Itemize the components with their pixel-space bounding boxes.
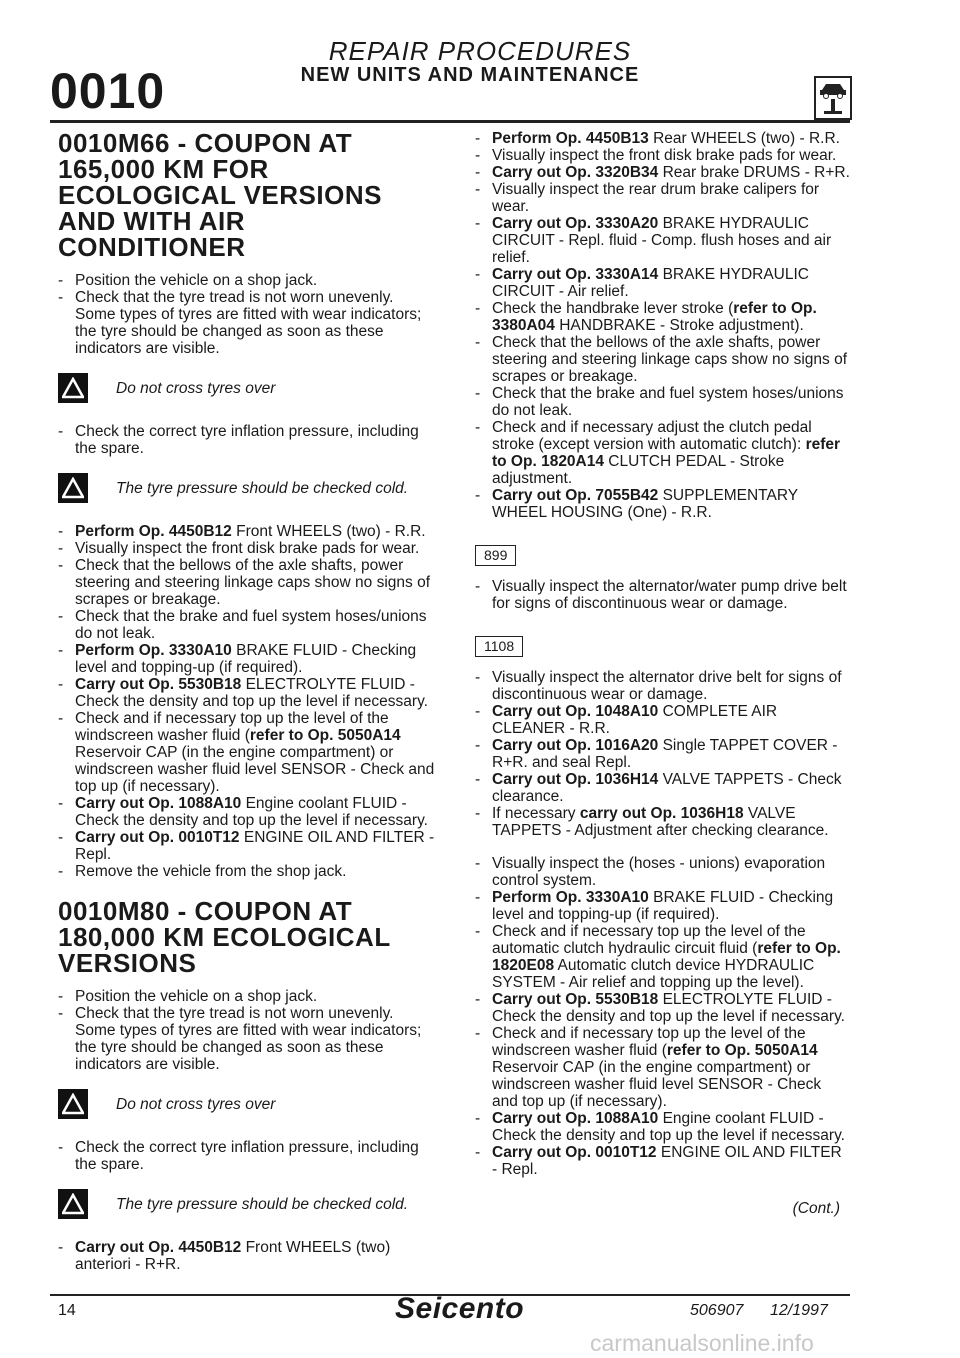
page-number: 14 [58,1302,76,1319]
operation-ref: Carry out Op. 3320B34 [492,164,659,181]
item-text: ENGINE OIL AND FILTER - Repl. [492,1144,842,1178]
list-item [58,423,436,457]
continued-note: (Cont.) [792,1200,840,1217]
item-text: Check and if necessary top up the level of the windscreen washer fluid ( [75,710,389,744]
list-item [58,710,436,795]
brand-logo: Seicento [395,1292,525,1325]
warning-note [58,1089,436,1119]
warning-text: Do not cross tyres over [116,1095,276,1113]
item-text: HANDBRAKE - Stroke adjustment). [554,317,804,334]
operation-ref: Carry out Op. 7055B42 [492,487,659,504]
list-item [475,164,850,181]
operation-ref: Carry out Op. 1088A10 [75,795,242,812]
item-text: Remove the vehicle from the shop jack. [75,863,347,880]
warning-icon [58,373,88,403]
section2-list-b [58,1139,436,1173]
item-text: Check and if necessary top up the level of the automatic clutch hydraulic circuit fluid ( [492,923,806,957]
operation-ref: Perform Op. 4450B13 [492,130,649,147]
list-item [58,1139,436,1173]
item-text: Visually inspect the rear drum brake calipers for wear. [492,181,820,215]
list-item [58,676,436,710]
page-title: REPAIR PROCEDURES [328,36,632,66]
list-item [475,147,850,164]
variant-code-box: 899 [475,545,516,566]
item-text: Front WHEELS (two) anteriori - R+R. [75,1239,391,1273]
item-text: Engine coolant FLUID - Check the density and top up the level if necessary. [75,795,428,829]
list-item [475,215,850,266]
list-item [58,795,436,829]
operation-ref: Perform Op. 4450B12 [75,523,232,540]
operation-ref: Carry out Op. 4450B12 [75,1239,242,1256]
item-text: Check the correct tyre inflation pressure, including the spare. [75,423,419,457]
list-item [58,1005,436,1073]
list-item [475,487,850,521]
section2-list-c [58,1239,436,1273]
item-text: Check that the brake and fuel system hoses/unions do not leak. [75,608,427,642]
list-item [58,557,436,608]
right-list-c [475,669,850,839]
item-text: Rear brake DRUMS - R+R. [658,164,850,181]
list-item [58,289,436,357]
item-text: ELECTROLYTE FLUID - Check the density and top up the level if necessary. [492,991,845,1025]
list-item [475,1144,850,1178]
operation-ref: refer to Op. 3380A04 [492,300,817,334]
list-item [475,855,850,889]
operation-ref: refer to Op. 1820A14 [492,436,841,470]
right-list-a [475,130,850,521]
list-item [58,540,436,557]
list-item [58,523,436,540]
operation-ref: refer to Op. 5050A14 [249,727,401,744]
item-text: ELECTROLYTE FLUID - Check the density and top up the level if necessary. [75,676,428,710]
variant-code-box: 1108 [475,636,523,657]
car-lift-icon [814,76,852,120]
item-text: Automatic clutch device HYDRAULIC SYSTEM - Air relief and topping up the level). [492,957,815,991]
list-item [475,1110,850,1144]
item-text: Front WHEELS (two) - R.R. [231,523,426,540]
operation-ref: Perform Op. 3330A10 [492,889,649,906]
item-text: Visually inspect the alternator drive belt for signs of discontinuous wear or damage. [492,669,842,703]
item-text: Visually inspect the alternator/water pump drive belt for signs of discontinuous wear or damage. [492,578,847,612]
item-text: Check that the brake and fuel system hoses/unions do not leak. [492,385,844,419]
list-item [475,737,850,771]
section2-heading: 0010M80 - COUPON AT 180,000 KM ECOLOGICAL VERSIONS [58,896,391,978]
item-text: COMPLETE AIR CLEANER - R.R. [492,703,778,737]
operation-ref: refer to Op. 1820E08 [492,940,841,974]
item-text: Engine coolant FLUID - Check the density and top up the level if necessary. [492,1110,845,1144]
list-item [475,889,850,923]
warning-icon [58,473,88,503]
list-item [58,863,436,880]
warning-icon [58,1189,88,1219]
warning-text: The tyre pressure should be checked cold. [116,479,409,497]
section2-list-a [58,988,436,1073]
operation-ref: Carry out Op. 3330A20 [492,215,659,232]
operation-ref: refer to Op. 5050A14 [666,1042,818,1059]
warning-note [58,1189,436,1219]
page-subtitle: NEW UNITS AND MAINTENANCE [300,64,640,86]
list-item [475,669,850,703]
list-item [58,988,436,1005]
item-text: Position the vehicle on a shop jack. [75,988,318,1005]
operation-ref: Carry out Op. 3330A14 [492,266,659,283]
list-item [58,829,436,863]
list-item [58,272,436,289]
operation-ref: Carry out Op. 5530B18 [75,676,242,693]
item-text: Check that the bellows of the axle shafts, power steering and steering linkage caps show no signs of scrapes or breakage. [492,334,847,385]
list-item [475,300,850,334]
item-text: Rear WHEELS (two) - R.R. [648,130,840,147]
item-text: Visually inspect the (hoses - unions) evaporation control system. [492,855,826,889]
warning-note [58,373,436,403]
item-text: SUPPLEMENTARY WHEEL HOUSING (One) - R.R. [492,487,798,521]
item-text: CLUTCH PEDAL - Stroke adjustment. [492,453,785,487]
item-text: BRAKE HYDRAULIC CIRCUIT - Air relief. [492,266,809,300]
list-item [475,334,850,385]
operation-ref: Perform Op. 3330A10 [75,642,232,659]
operation-ref: Carry out Op. 1016A20 [492,737,659,754]
list-item [475,181,850,215]
item-text: BRAKE HYDRAULIC CIRCUIT - Repl. fluid - Comp. flush hoses and air relief. [492,215,832,266]
watermark: carmanualsonline.info [590,1330,814,1356]
item-text: Check the handbrake lever stroke ( [492,300,734,317]
list-item [475,771,850,805]
list-item [475,266,850,300]
right-column [475,130,850,1217]
right-list-d [475,855,850,1178]
operation-ref: carry out Op. 1036H18 [579,805,744,822]
list-item [475,419,850,487]
list-item [475,385,850,419]
item-text: Check and if necessary adjust the clutch pedal stroke (except version with automatic clutch): [492,419,812,453]
item-text: ENGINE OIL AND FILTER - Repl. [75,829,435,863]
operation-ref: Carry out Op. 0010T12 [492,1144,657,1161]
left-column [58,130,436,1289]
item-text: Reservoir CAP (in the engine compartment) or windscreen washer fluid level SENSOR - Check and top up (if necessary). [492,1059,822,1110]
warning-note [58,473,436,503]
section1-list-a [58,272,436,357]
item-text: Check and if necessary top up the level of the windscreen washer fluid ( [492,1025,806,1059]
warning-icon [58,1089,88,1119]
list-item [475,703,850,737]
list-item [58,608,436,642]
list-item [475,130,850,147]
list-item [58,1239,436,1273]
item-text: Check that the tyre tread is not worn unevenly. Some types of tyres are fitted with wear indicators; the tyre should be changed as soon as these indicators are visible. [75,289,422,357]
section1-list-b [58,423,436,457]
section1-heading: 0010M66 - COUPON AT 165,000 KM FOR ECOLOGICAL VERSIONS AND WITH AIR CONDITIONER [58,128,382,262]
item-text: Single TAPPET COVER - R+R. and seal Repl. [492,737,838,771]
list-item [475,1025,850,1110]
list-item [475,805,850,839]
item-text: Visually inspect the front disk brake pads for wear. [75,540,420,557]
section1-list-c [58,523,436,880]
item-text: BRAKE FLUID - Checking level and topping-up (if required). [75,642,417,676]
item-text: Reservoir CAP (in the engine compartment) or windscreen washer fluid level SENSOR - Check and top up (if necessary). [75,744,435,795]
item-text: VALVE TAPPETS - Adjustment after checking clearance. [492,805,829,839]
operation-ref: Carry out Op. 1088A10 [492,1110,659,1127]
item-text: VALVE TAPPETS - Check clearance. [492,771,842,805]
list-item [475,578,850,612]
operation-ref: Carry out Op. 0010T12 [75,829,240,846]
operation-ref: Carry out Op. 1048A10 [492,703,659,720]
item-text: Check the correct tyre inflation pressure, including the spare. [75,1139,419,1173]
item-text: Check that the tyre tread is not worn unevenly. Some types of tyres are fitted with wear indicators; the tyre should be changed as soon as these indicators are visible. [75,1005,422,1073]
item-text: Check that the bellows of the axle shafts, power steering and steering linkage caps show no signs of scrapes or breakage. [75,557,430,608]
operation-ref: Carry out Op. 5530B18 [492,991,659,1008]
list-item [58,642,436,676]
item-text: Position the vehicle on a shop jack. [75,272,318,289]
section-code: 0010 [50,63,166,119]
item-text: BRAKE FLUID - Checking level and topping-up (if required). [492,889,834,923]
document-date: 12/1997 [770,1302,828,1319]
item-text: If necessary [492,805,580,822]
item-text: Visually inspect the front disk brake pads for wear. [492,147,837,164]
header-rule [50,120,850,123]
list-item [475,991,850,1025]
operation-ref: Carry out Op. 1036H14 [492,771,659,788]
document-code: 506907 [690,1302,744,1319]
list-item [475,923,850,991]
right-list-b [475,578,850,612]
warning-text: The tyre pressure should be checked cold. [116,1195,409,1213]
warning-text: Do not cross tyres over [116,379,276,397]
